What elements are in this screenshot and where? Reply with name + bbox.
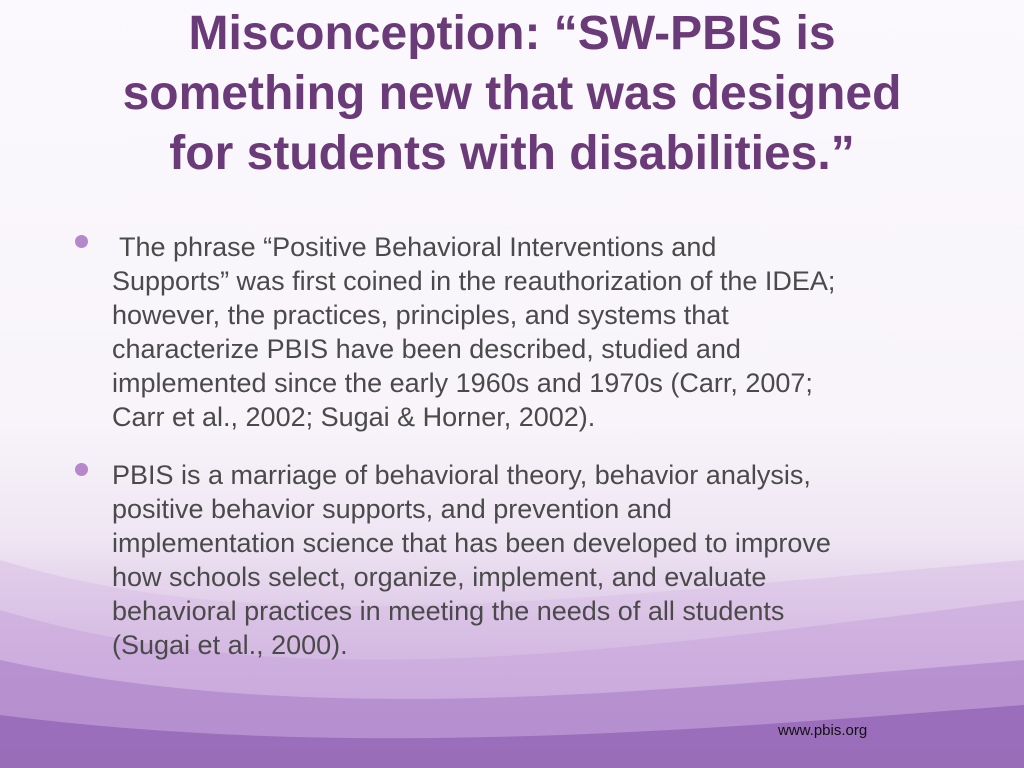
bullet-2-line-4: how schools select, organize, implement, and evaluate (112, 562, 767, 592)
bullet-1-line-5: implemented since the early 1960s and 1970s (Carr, 2007; (112, 368, 813, 398)
bullet-1-line-2: Supports” was first coined in the reauthorization of the IDEA; (112, 266, 836, 296)
footer-url: www.pbis.org (778, 722, 868, 739)
bullet-2-line-1: PBIS is a marriage of behavioral theory, behavior analysis, (112, 460, 811, 490)
title-line-2: something new that was designed (122, 67, 902, 120)
bullet-2-line-2: positive behavior supports, and prevention and (112, 494, 672, 524)
bullet-1-line-6: Carr et al., 2002; Sugai & Horner, 2002). (112, 402, 596, 432)
bullet-item-2 (75, 458, 965, 662)
title-line-1: Misconception: “SW-PBIS is (188, 7, 836, 60)
bullet-dot-icon (75, 463, 88, 476)
bullet-1-line-3: however, the practices, principles, and systems that (112, 300, 729, 330)
bullet-1-line-1: The phrase “Positive Behavioral Interventions and (112, 232, 717, 262)
bullet-item-1 (75, 230, 965, 434)
bullet-2-line-3: implementation science that has been developed to improve (112, 528, 831, 558)
bullet-2-line-6: (Sugai et al., 2000). (112, 630, 348, 660)
title-line-3: for students with disabilities.” (169, 127, 855, 180)
bullet-list (75, 230, 965, 662)
slide-title (40, 4, 984, 184)
bullet-dot-icon (75, 235, 88, 248)
bullet-1-line-4: characterize PBIS have been described, studied and (112, 334, 741, 364)
bullet-2-line-5: behavioral practices in meeting the needs of all students (112, 596, 785, 626)
